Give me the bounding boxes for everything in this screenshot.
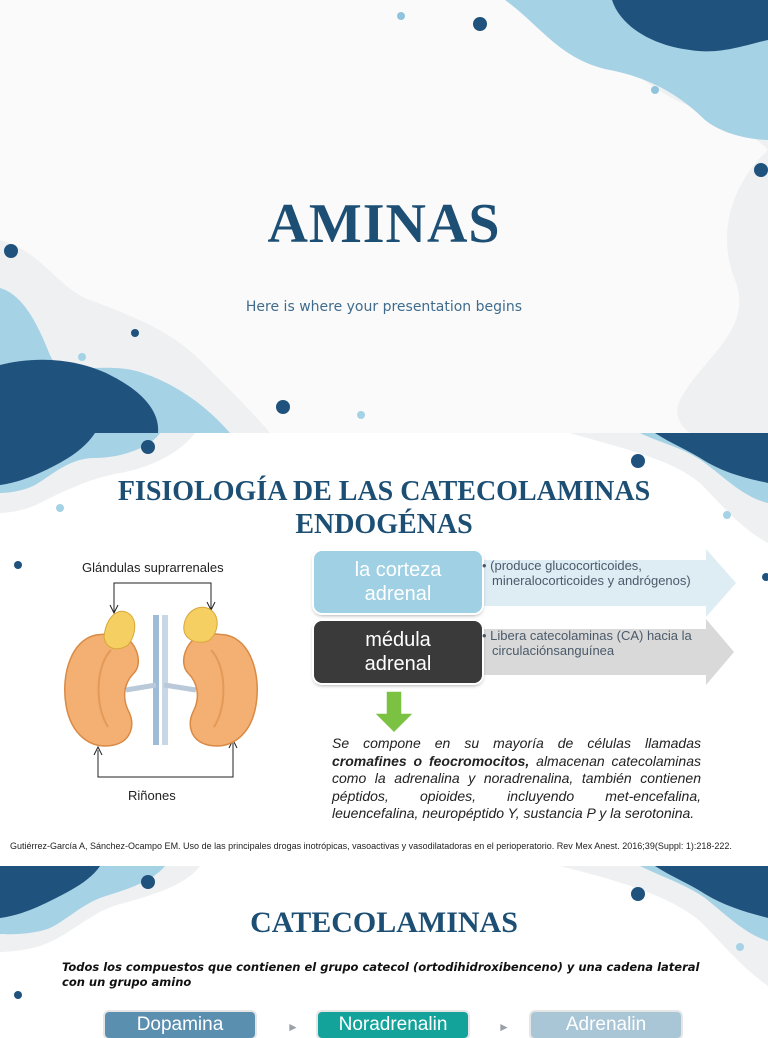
box-adrenal-cortex xyxy=(314,551,482,613)
box-medulla-line1: médula xyxy=(365,629,431,651)
chip-noradrenaline-label: Noradrenalin xyxy=(338,1014,448,1035)
description-text-bold: cromafines o feocromocitos, xyxy=(332,752,530,769)
slide3-title: CATECOLAMINAS xyxy=(250,906,518,939)
box-cortex-line2: adrenal xyxy=(364,583,432,605)
chip-adrenaline-label: Adrenalin xyxy=(565,1014,647,1035)
cortex-detail-line2: mineralocorticoides y andrógenos) xyxy=(492,573,691,588)
slide3-definition: Todos los compuestos que contienen el grupo catecol (ortodihidroxibenceno) y una cadena lateral con un grupo amino xyxy=(62,960,700,989)
cortex-detail xyxy=(482,558,717,588)
citation: Gutiérrez-García A, Sánchez-Ocampo EM. Uso de las principales drogas inotrópicas, vasoactivas y vasodilatadoras en el perioperatorio. Rev Mex Anest. 2016;39(Suppl: 1):218-222. xyxy=(10,841,732,851)
medulla-description xyxy=(332,735,701,823)
box-adrenal-medulla xyxy=(314,621,482,683)
slide1-subtitle: Here is where your presentation begins xyxy=(245,299,523,315)
chip-dopamine xyxy=(105,1012,255,1038)
slide1-title: AMINAS xyxy=(267,193,501,255)
medulla-detail-line1: • Libera catecolaminas (CA) hacia la xyxy=(482,628,692,643)
chip-dopamine-label: Dopamina xyxy=(136,1014,224,1035)
chip-arrow-2: ► xyxy=(498,1020,510,1034)
figure-label-kidneys: Riñones xyxy=(128,788,176,803)
slide2-title-line1: FISIOLOGÍA DE LAS CATECOLAMINAS xyxy=(117,476,651,507)
medulla-detail-line2: circulaciónsanguínea xyxy=(492,643,615,658)
description-text-end: almacenan catecolaminas como la adrenalina y noradrenalina, también contienen péptidos, opioides, incluyendo met-encefalina, leuencefalina, neuropéptido Y, sustancia P y la serotonina. xyxy=(332,752,701,821)
chip-arrow-1: ► xyxy=(287,1020,299,1034)
description-text-start: Se compone en su mayoría de células llamadas xyxy=(332,735,701,751)
slide3-background-blobs xyxy=(0,866,768,1024)
slide-catecholamines xyxy=(0,866,768,1035)
box-cortex-line1: la corteza xyxy=(354,559,442,581)
slide-title xyxy=(0,0,768,433)
chip-noradrenaline xyxy=(318,1012,468,1038)
box-medulla-line2: adrenal xyxy=(364,653,432,675)
cortex-detail-line1: • (produce glucocorticoides, xyxy=(482,558,642,573)
slide2-title-line2: ENDOGÉNAS xyxy=(295,509,473,540)
figure-label-adrenal-glands: Glándulas suprarrenales xyxy=(82,560,224,575)
chip-adrenaline xyxy=(531,1012,681,1038)
medulla-detail xyxy=(482,628,717,658)
slide-physiology xyxy=(0,433,768,866)
